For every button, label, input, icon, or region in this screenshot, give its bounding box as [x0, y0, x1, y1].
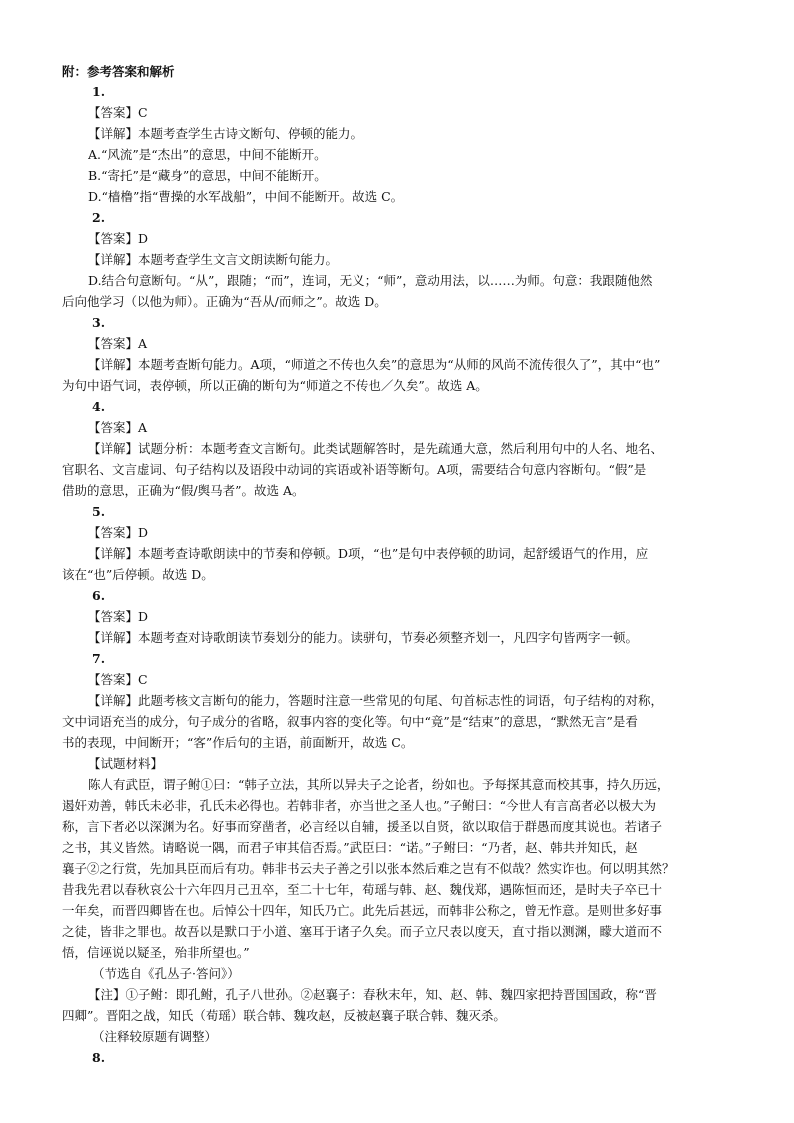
text-line: （节选自《孔丛子·答问》）: [92, 966, 240, 981]
question-number: 4.: [92, 399, 106, 414]
text-line: 称，言下者必以深渊为名。好事而穿凿者，必言经以自辅，援圣以自贤，欲以取信于群愚而度其说也。若诸子: [62, 819, 663, 834]
text-line: 【详解】本题考查断句能力。A项，“师道之不传也久矣”的意思为“从师的风尚不流传很久了”，其中“也”: [88, 357, 661, 372]
text-line: 悟，信诬说以疑圣，殆非所望也。”: [62, 945, 250, 960]
question-number: 3.: [92, 315, 106, 330]
text-line: 一年矣，而晋四卿皆在也。后悼公十四年，知氏乃亡。此先后甚远，而韩非公称之，曾无怍意。是则世多好事: [62, 903, 663, 918]
text-line: D.结合句意断句。“从”，跟随；“而”，连词，无义；“师”，意动用法，以……为师。句意：我跟随他然: [88, 273, 653, 288]
text-line: 襄子②之行赏，先加具臣而后有功。韩非书云夫子善之引以张本然后难之岂有不似哉？然实诈也。何以明其然？: [62, 861, 675, 876]
text-line: 该在“也”后停顿。故选 D。: [62, 567, 214, 582]
text-line: 【答案】A: [88, 420, 148, 435]
text-line: 后向他学习（以他为师）。正确为“吾从/而师之”。故选 D。: [62, 294, 387, 309]
question-number: 8.: [92, 1050, 106, 1065]
text-line: D.“樯橹”指“曹操的水军战船”，中间不能断开。故选 C。: [88, 189, 404, 204]
text-line: 昔我先君以春秋哀公十六年四月己丑卒，至二十七年，荀瑶与韩、赵、魏伐郑，遇陈恒而还，是时夫子卒已十: [62, 882, 663, 897]
text-line: B.“寄托”是“藏身”的意思，中间不能断开。: [88, 168, 327, 183]
question-number: 1.: [92, 84, 106, 99]
text-line: 四卿”。晋阳之战，知氏（荀瑶）联合韩、魏攻赵，反被赵襄子联合韩、魏灭杀。: [62, 1008, 506, 1023]
text-line: 之书，其义皆然。请略说一隅，而君子审其信否焉。”武臣曰：“诺。”子鲋曰：“乃者，赵、韩共并知氏，赵: [62, 840, 638, 855]
section-header: 附：参考答案和解析: [62, 64, 175, 79]
text-line: 【答案】A: [88, 336, 148, 351]
text-line: 【详解】本题考查学生文言文朗读断句能力。: [88, 252, 339, 267]
text-line: 书的表现，中间断开；“客”作后句的主语，前面断开，故选 C。: [62, 735, 414, 750]
question-number: 2.: [92, 210, 106, 225]
text-line: 遏奸劝善，韩氏未必非，孔氏未必得也。若韩非者，亦当世之圣人也。”子鲋曰：“今世人有言高者必以极大为: [62, 798, 657, 813]
text-line: 【详解】本题考查学生古诗文断句、停顿的能力。: [88, 126, 364, 141]
text-line: 之徒，皆非之罪也。故吾以是默口于小道、塞耳于诸子久矣。而子立尺表以度天，直寸指以测渊，矇大道而不: [62, 924, 663, 939]
text-line: 【详解】此题考核文言断句的能力，答题时注意一些常见的句尾、句首标志性的词语，句子结构的对称，: [88, 693, 664, 708]
text-line: 【详解】试题分析：本题考查文言断句。此类试题解答时，是先疏通大意，然后利用句中的人名、地名、: [88, 441, 664, 456]
text-line: 【答案】D: [88, 525, 149, 540]
text-line: 为句中语气词，表停顿，所以正确的断句为“师道之不传也／久矣”。故选 A。: [62, 378, 488, 393]
text-line: 【详解】本题考查诗歌朗读中的节奏和停顿。D项，“也”是句中表停顿的助词，起舒缓语气的作用，应: [88, 546, 649, 561]
question-number: 7.: [92, 651, 106, 666]
text-line: 【试题材料】: [88, 756, 164, 771]
question-number: 6.: [92, 588, 106, 603]
text-line: 文中词语充当的成分，句子成分的省略，叙事内容的变化等。句中“竟”是“结束”的意思，“默然无言”是看: [62, 714, 638, 729]
text-line: 陈人有武臣，谓子鲋①曰：“韩子立法，其所以异夫子之论者，纷如也。予每探其意而校其事，持久历远，: [88, 777, 670, 792]
text-line: 官职名、文言虚词、句子结构以及语段中动词的宾语或补语等断句。A项，需要结合句意内容断句。“假”是: [62, 462, 647, 477]
text-line: A.“风流”是“杰出”的意思，中间不能断开。: [88, 147, 327, 162]
question-number: 5.: [92, 504, 106, 519]
text-line: 借助的意思，正确为“假/舆马者”。故选 A。: [62, 483, 305, 498]
text-line: 【答案】C: [88, 672, 148, 687]
text-line: 【详解】本题考查对诗歌朗读节奏划分的能力。读骈句，节奏必须整齐划一，凡四字句皆两字一顿。: [88, 630, 639, 645]
text-line: 【答案】D: [88, 609, 149, 624]
text-line: 【答案】C: [88, 105, 148, 120]
text-line: 【答案】D: [88, 231, 149, 246]
text-line: 【注】①子鲋：即孔鲋，孔子八世孙。②赵襄子：春秋末年，知、赵、韩、魏四家把持晋国国政，称“晋: [88, 987, 657, 1002]
text-line: （注释较原题有调整）: [92, 1029, 218, 1044]
